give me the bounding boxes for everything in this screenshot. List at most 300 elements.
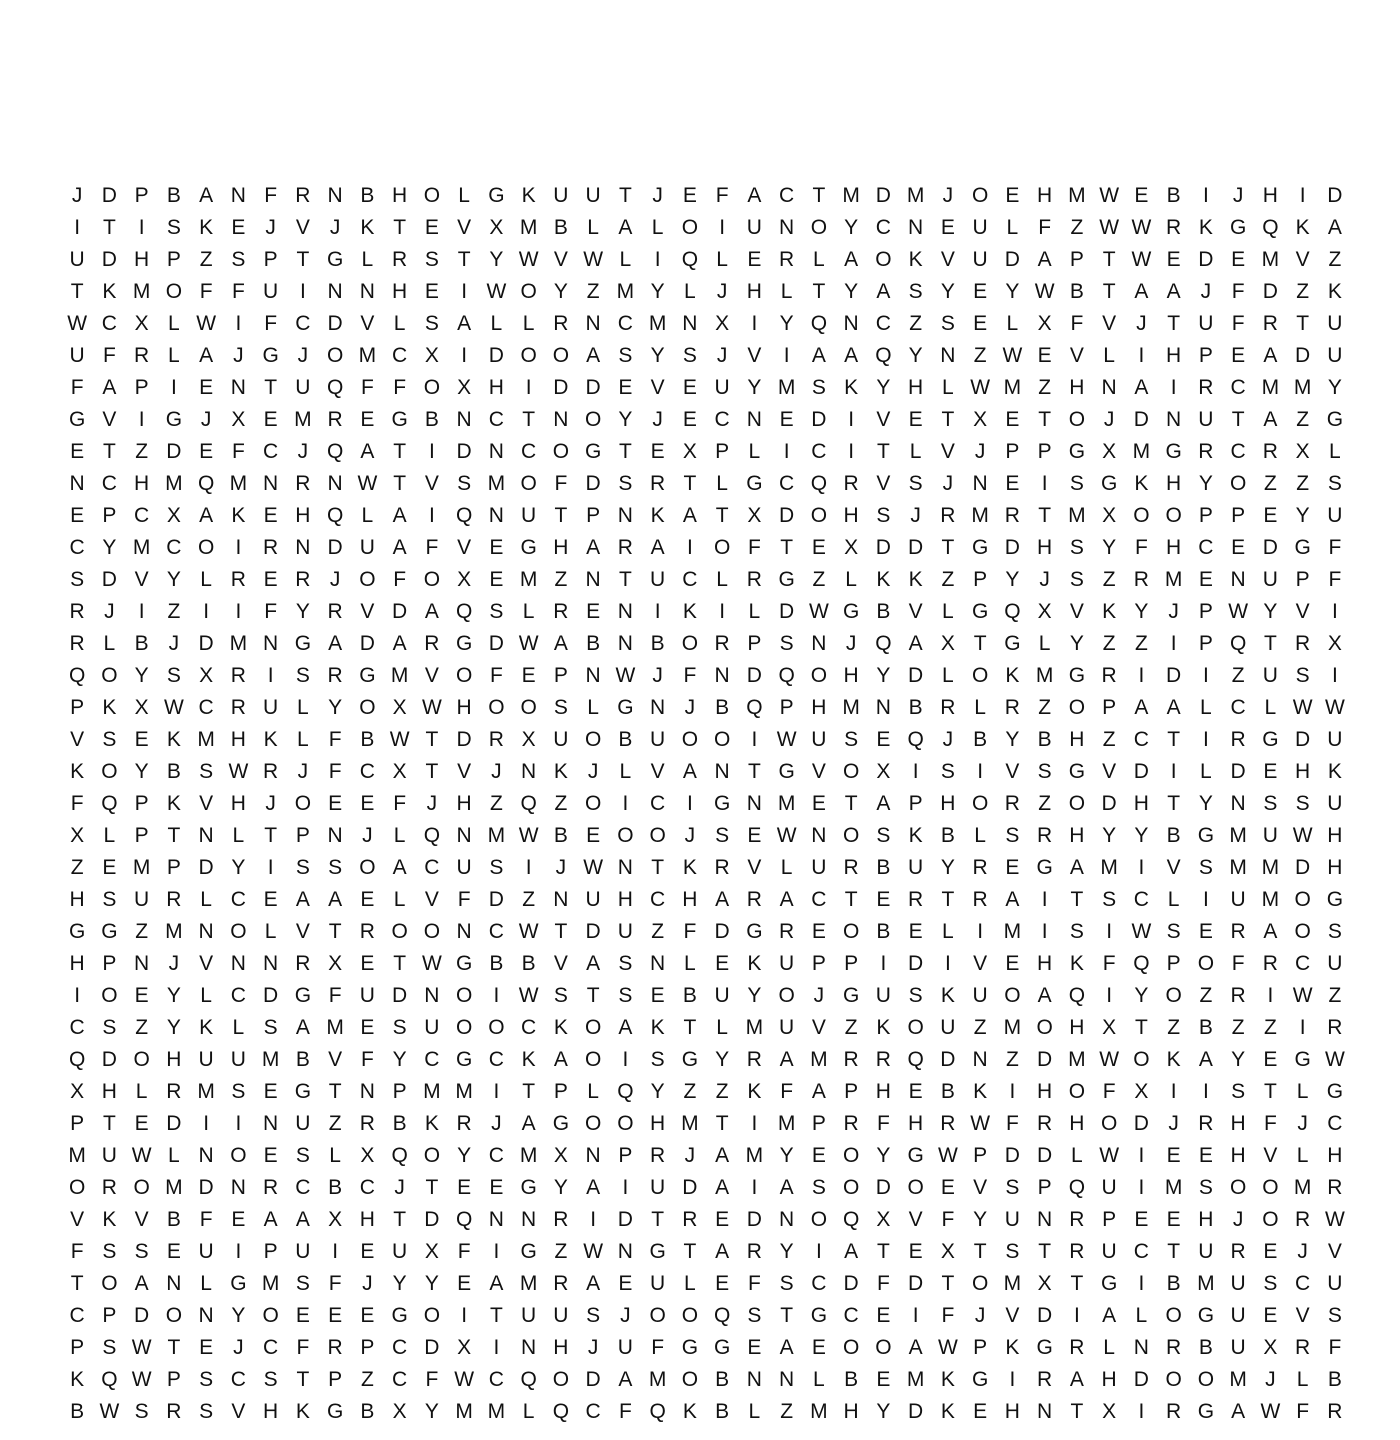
puzzle-letter: L — [1103, 344, 1115, 367]
puzzle-letter: O — [971, 184, 989, 207]
puzzle-letter: E — [1166, 1208, 1181, 1231]
puzzle-letter: G — [1294, 1048, 1311, 1071]
puzzle-letter: F — [747, 1272, 761, 1295]
puzzle-letter: S — [1295, 664, 1310, 687]
puzzle-letter: K — [231, 504, 246, 527]
puzzle-letter: M — [229, 472, 248, 495]
puzzle-letter: O — [649, 1304, 666, 1327]
puzzle-letter: O — [1197, 952, 1215, 975]
puzzle-letter: A — [586, 536, 601, 559]
puzzle-letter: N — [521, 1208, 537, 1231]
puzzle-letter: J — [297, 344, 309, 367]
puzzle-letter: Z — [844, 1016, 858, 1039]
puzzle-letter: A — [521, 1112, 536, 1135]
puzzle-letter: J — [942, 472, 954, 495]
puzzle-letter: V — [457, 216, 472, 239]
puzzle-letter: M — [745, 1144, 764, 1167]
puzzle-letter: P — [166, 1368, 181, 1391]
puzzle-letter: D — [779, 600, 795, 623]
puzzle-letter: H — [456, 792, 472, 815]
puzzle-letter: F — [715, 184, 729, 207]
puzzle-letter: E — [682, 376, 697, 399]
puzzle-letter: Z — [1263, 1016, 1277, 1039]
puzzle-letter: E — [263, 568, 278, 591]
puzzle-letter: S — [457, 472, 472, 495]
puzzle-letter: O — [1133, 504, 1150, 527]
puzzle-letter: F — [747, 536, 761, 559]
puzzle-letter: T — [586, 984, 600, 1007]
puzzle-letter: I — [1041, 920, 1048, 943]
puzzle-letter: F — [296, 1336, 310, 1359]
puzzle-letter: I — [525, 856, 532, 879]
puzzle-letter: T — [1167, 792, 1181, 815]
puzzle-letter: W — [518, 632, 539, 655]
puzzle-letter: V — [199, 952, 214, 975]
puzzle-letter: S — [1069, 920, 1084, 943]
puzzle-letter: W — [421, 952, 442, 975]
puzzle-letter: G — [520, 536, 537, 559]
puzzle-letter: H — [1327, 856, 1343, 879]
puzzle-letter: Z — [1199, 984, 1213, 1007]
puzzle-letter: I — [590, 1208, 597, 1231]
puzzle-letter: M — [810, 1048, 828, 1071]
puzzle-letter: R — [1166, 1400, 1182, 1423]
puzzle-letter: O — [101, 1272, 118, 1295]
puzzle-letter: U — [553, 1304, 569, 1327]
puzzle-letter: C — [488, 1048, 504, 1071]
puzzle-letter: R — [908, 888, 924, 911]
puzzle-letter: E — [1134, 184, 1149, 207]
puzzle-letter: H — [166, 1048, 182, 1071]
puzzle-letter: J — [684, 824, 696, 847]
puzzle-letter: C — [521, 1016, 537, 1039]
puzzle-letter: A — [134, 1272, 149, 1295]
puzzle-letter: Z — [683, 1080, 697, 1103]
puzzle-letter: A — [876, 792, 891, 815]
puzzle-letter: P — [102, 1304, 117, 1327]
puzzle-letter: D — [908, 536, 924, 559]
puzzle-letter: G — [294, 1080, 312, 1103]
puzzle-letter: O — [391, 920, 408, 943]
puzzle-letter: I — [1202, 728, 1209, 751]
puzzle-letter: N — [1166, 408, 1182, 431]
puzzle-letter: U — [521, 1304, 537, 1327]
puzzle-letter: A — [457, 312, 472, 335]
puzzle-letter: P — [70, 1336, 85, 1359]
puzzle-letter: G — [1068, 440, 1086, 463]
puzzle-letter: W — [583, 1240, 604, 1263]
puzzle-letter: M — [810, 1400, 828, 1423]
puzzle-letter: H — [843, 664, 859, 687]
puzzle-letter: O — [520, 344, 537, 367]
puzzle-letter: J — [684, 1144, 696, 1167]
puzzle-letter: T — [715, 1112, 729, 1135]
puzzle-letter: Y — [1102, 536, 1117, 559]
puzzle-letter: N — [456, 408, 472, 431]
puzzle-letter: N — [198, 824, 214, 847]
puzzle-letter: J — [555, 856, 567, 879]
puzzle-letter: G — [1165, 440, 1182, 463]
puzzle-letter: X — [940, 632, 955, 655]
puzzle-letter: U — [1004, 1208, 1020, 1231]
puzzle-letter: L — [522, 312, 535, 335]
puzzle-letter: P — [973, 1144, 988, 1167]
puzzle-letter: R — [650, 472, 666, 495]
puzzle-letter: E — [715, 1208, 730, 1231]
puzzle-letter: P — [811, 952, 826, 975]
puzzle-letter: M — [906, 184, 925, 207]
puzzle-row — [61, 948, 1351, 980]
puzzle-letter: T — [554, 920, 568, 943]
puzzle-letter: K — [844, 376, 859, 399]
puzzle-letter: D — [101, 1048, 117, 1071]
puzzle-letter: S — [263, 1016, 278, 1039]
puzzle-letter: R — [1166, 216, 1182, 239]
puzzle-letter: D — [1037, 1304, 1053, 1327]
puzzle-letter: A — [553, 632, 568, 655]
puzzle-letter: I — [1138, 664, 1145, 687]
puzzle-letter: M — [648, 312, 667, 335]
puzzle-letter: W — [228, 760, 249, 783]
puzzle-letter: P — [134, 184, 149, 207]
puzzle-letter: U — [553, 184, 569, 207]
puzzle-letter: E — [940, 1176, 955, 1199]
puzzle-letter: X — [70, 824, 85, 847]
puzzle-letter: R — [1230, 728, 1246, 751]
puzzle-letter: E — [328, 1304, 343, 1327]
puzzle-letter: M — [1003, 376, 1022, 399]
puzzle-letter: U — [811, 728, 827, 751]
puzzle-letter: M — [487, 824, 506, 847]
puzzle-letter: N — [972, 472, 988, 495]
puzzle-letter: N — [263, 632, 279, 655]
puzzle-row — [61, 1172, 1351, 1204]
puzzle-letter: H — [1069, 1016, 1085, 1039]
puzzle-letter: R — [295, 472, 311, 495]
puzzle-letter: I — [461, 1304, 468, 1327]
puzzle-letter: T — [393, 216, 407, 239]
puzzle-letter: U — [972, 984, 988, 1007]
puzzle-letter: H — [1295, 760, 1311, 783]
puzzle-letter: A — [844, 1240, 859, 1263]
puzzle-letter: L — [716, 568, 728, 591]
puzzle-letter: F — [199, 280, 213, 303]
puzzle-letter: A — [1134, 280, 1149, 303]
puzzle-letter: M — [261, 1048, 280, 1071]
puzzle-letter: I — [1138, 856, 1145, 879]
puzzle-letter: C — [650, 888, 666, 911]
puzzle-row — [61, 244, 1351, 276]
puzzle-letter: N — [617, 856, 633, 879]
puzzle-letter: D — [166, 1112, 182, 1135]
puzzle-letter: G — [842, 600, 860, 623]
puzzle-letter: C — [69, 536, 85, 559]
puzzle-letter: D — [456, 440, 472, 463]
puzzle-letter: I — [235, 1240, 242, 1263]
puzzle-letter: M — [1293, 376, 1312, 399]
puzzle-letter: Z — [1328, 984, 1342, 1007]
puzzle-letter: S — [295, 1272, 310, 1295]
puzzle-letter: B — [1069, 280, 1084, 303]
puzzle-letter: E — [1263, 1240, 1278, 1263]
puzzle-letter: E — [457, 1272, 472, 1295]
puzzle-letter: R — [553, 600, 569, 623]
puzzle-letter: R — [1037, 1368, 1053, 1391]
puzzle-letter: A — [715, 1176, 730, 1199]
puzzle-letter: A — [618, 1016, 633, 1039]
puzzle-letter: J — [813, 984, 825, 1007]
puzzle-letter: X — [973, 408, 988, 431]
puzzle-letter: W — [131, 1336, 152, 1359]
puzzle-letter: L — [716, 248, 728, 271]
puzzle-row — [61, 852, 1351, 884]
puzzle-letter: A — [199, 344, 214, 367]
puzzle-letter: S — [102, 1240, 117, 1263]
puzzle-letter: A — [1327, 216, 1342, 239]
puzzle-letter: F — [328, 760, 342, 783]
puzzle-letter: B — [328, 1176, 343, 1199]
puzzle-letter: Q — [1004, 600, 1021, 623]
puzzle-letter: I — [235, 600, 242, 623]
puzzle-letter: I — [912, 1304, 919, 1327]
puzzle-letter: R — [424, 632, 440, 655]
puzzle-letter: Y — [940, 856, 955, 879]
puzzle-letter: E — [166, 1240, 181, 1263]
puzzle-letter: P — [811, 1112, 826, 1135]
puzzle-letter: N — [198, 1304, 214, 1327]
puzzle-letter: W — [970, 376, 991, 399]
puzzle-letter: C — [392, 344, 408, 367]
puzzle-letter: U — [134, 888, 150, 911]
puzzle-letter: D — [1198, 248, 1214, 271]
puzzle-row — [61, 980, 1351, 1012]
puzzle-letter: F — [393, 792, 407, 815]
puzzle-letter: T — [715, 504, 729, 527]
puzzle-letter: X — [424, 344, 439, 367]
puzzle-letter: R — [230, 664, 246, 687]
puzzle-letter: M — [648, 1368, 667, 1391]
puzzle-letter: C — [1198, 536, 1214, 559]
puzzle-letter: Y — [1134, 600, 1149, 623]
puzzle-letter: O — [230, 1144, 247, 1167]
puzzle-row — [61, 1396, 1351, 1428]
puzzle-letter: N — [327, 472, 343, 495]
puzzle-letter: K — [650, 1016, 665, 1039]
puzzle-letter: M — [1100, 856, 1118, 879]
puzzle-letter: G — [584, 440, 602, 463]
puzzle-letter: M — [519, 1144, 538, 1167]
puzzle-letter: O — [101, 664, 118, 687]
puzzle-letter: D — [1327, 184, 1343, 207]
puzzle-letter: E — [360, 408, 375, 431]
puzzle-letter: J — [587, 760, 599, 783]
puzzle-letter: E — [876, 1368, 891, 1391]
puzzle-letter: T — [651, 1208, 665, 1231]
puzzle-letter: R — [617, 536, 633, 559]
puzzle-letter: G — [681, 1048, 699, 1071]
puzzle-letter: R — [295, 952, 311, 975]
puzzle-letter: T — [457, 248, 471, 271]
puzzle-letter: W — [776, 728, 797, 751]
puzzle-letter: H — [1198, 1208, 1214, 1231]
puzzle-letter: Q — [649, 1400, 666, 1423]
puzzle-letter: Q — [713, 1304, 731, 1327]
puzzle-letter: Z — [973, 344, 987, 367]
puzzle-letter: G — [1068, 760, 1086, 783]
puzzle-letter: B — [166, 1208, 181, 1231]
puzzle-letter: E — [1005, 184, 1020, 207]
puzzle-letter: S — [424, 248, 439, 271]
puzzle-letter: G — [617, 696, 634, 719]
puzzle-letter: W — [1324, 1208, 1345, 1231]
puzzle-letter: R — [359, 1112, 375, 1135]
puzzle-letter: R — [1262, 312, 1278, 335]
puzzle-letter: F — [1328, 568, 1342, 591]
puzzle-letter: V — [457, 760, 472, 783]
puzzle-letter: G — [326, 1400, 344, 1423]
puzzle-letter: F — [489, 664, 503, 687]
puzzle-letter: H — [69, 952, 85, 975]
puzzle-letter: C — [69, 1016, 85, 1039]
puzzle-letter: S — [1005, 1176, 1020, 1199]
puzzle-letter: X — [1134, 1080, 1149, 1103]
puzzle-row — [61, 500, 1351, 532]
puzzle-letter: T — [328, 1080, 342, 1103]
puzzle-letter: V — [1263, 1144, 1278, 1167]
puzzle-letter: T — [1167, 728, 1181, 751]
puzzle-letter: B — [973, 728, 988, 751]
puzzle-letter: M — [1261, 888, 1280, 911]
puzzle-letter: M — [519, 1272, 538, 1295]
puzzle-letter: U — [1230, 1272, 1246, 1295]
puzzle-letter: V — [1295, 600, 1310, 623]
puzzle-letter: L — [1200, 760, 1212, 783]
puzzle-letter: L — [974, 824, 986, 847]
puzzle-letter: Z — [1038, 696, 1052, 719]
puzzle-letter: O — [133, 1176, 150, 1199]
puzzle-letter: V — [973, 952, 988, 975]
puzzle-letter: K — [1295, 216, 1310, 239]
puzzle-letter: J — [1297, 1240, 1308, 1263]
puzzle-letter: S — [263, 1368, 278, 1391]
puzzle-letter: M — [132, 536, 151, 559]
puzzle-letter: M — [1229, 1368, 1247, 1391]
puzzle-letter: E — [908, 408, 923, 431]
puzzle-letter: Q — [1068, 1176, 1086, 1199]
puzzle-letter: M — [390, 664, 409, 687]
puzzle-letter: M — [487, 1400, 506, 1423]
puzzle-letter: L — [813, 248, 825, 271]
puzzle-letter: Q — [68, 664, 86, 687]
puzzle-letter: J — [974, 1304, 986, 1327]
puzzle-letter: G — [391, 408, 408, 431]
puzzle-letter: O — [230, 920, 247, 943]
puzzle-letter: Y — [844, 216, 859, 239]
puzzle-letter: F — [231, 280, 245, 303]
puzzle-letter: M — [487, 472, 506, 495]
puzzle-letter: I — [1202, 664, 1209, 687]
puzzle-row — [61, 404, 1351, 436]
puzzle-letter: J — [265, 792, 276, 815]
puzzle-letter: U — [359, 984, 375, 1007]
puzzle-letter: I — [719, 216, 726, 239]
puzzle-letter: R — [843, 856, 859, 879]
puzzle-letter: V — [747, 856, 762, 879]
puzzle-letter: X — [1102, 1400, 1117, 1423]
puzzle-letter: R — [972, 888, 988, 911]
puzzle-letter: J — [265, 216, 276, 239]
puzzle-letter: I — [848, 440, 855, 463]
puzzle-letter: O — [455, 1016, 473, 1039]
puzzle-letter: S — [1231, 1080, 1246, 1103]
puzzle-letter: L — [135, 1080, 148, 1103]
puzzle-letter: X — [1037, 1272, 1052, 1295]
puzzle-row — [61, 1268, 1351, 1300]
puzzle-letter: I — [493, 1080, 500, 1103]
puzzle-letter: R — [779, 248, 795, 271]
puzzle-letter: Q — [197, 472, 215, 495]
puzzle-letter: U — [1327, 952, 1343, 975]
puzzle-letter: E — [360, 792, 375, 815]
puzzle-letter: K — [682, 856, 697, 879]
puzzle-letter: S — [1005, 824, 1020, 847]
puzzle-letter: T — [1296, 312, 1310, 335]
puzzle-row — [61, 1012, 1351, 1044]
puzzle-letter: C — [488, 1368, 504, 1391]
puzzle-letter: Y — [779, 1144, 794, 1167]
puzzle-letter: I — [1041, 472, 1048, 495]
puzzle-letter: T — [425, 760, 439, 783]
puzzle-letter: S — [715, 824, 730, 847]
puzzle-letter: Z — [554, 792, 568, 815]
puzzle-letter: Y — [1134, 984, 1149, 1007]
puzzle-letter: I — [751, 312, 758, 335]
puzzle-letter: C — [521, 440, 537, 463]
puzzle-letter: S — [844, 728, 859, 751]
puzzle-letter: W — [99, 1400, 120, 1423]
puzzle-letter: I — [1041, 888, 1048, 911]
puzzle-letter: I — [686, 536, 693, 559]
puzzle-letter: D — [101, 248, 117, 271]
puzzle-letter: X — [70, 1080, 85, 1103]
puzzle-letter: O — [165, 280, 183, 303]
puzzle-letter: V — [876, 472, 891, 495]
puzzle-letter: K — [1198, 216, 1213, 239]
puzzle-letter: O — [875, 1336, 892, 1359]
puzzle-letter: I — [1299, 184, 1306, 207]
puzzle-letter: N — [230, 184, 246, 207]
puzzle-letter: V — [295, 216, 310, 239]
puzzle-letter: M — [1261, 856, 1280, 879]
puzzle-letter: U — [875, 984, 891, 1007]
puzzle-letter: Y — [489, 248, 504, 271]
puzzle-letter: D — [198, 856, 214, 879]
puzzle-letter: M — [229, 632, 248, 655]
puzzle-letter: H — [650, 1112, 666, 1135]
puzzle-letter: V — [328, 1048, 343, 1071]
puzzle-letter: R — [553, 1208, 569, 1231]
puzzle-letter: L — [393, 312, 406, 335]
puzzle-letter: H — [1166, 344, 1182, 367]
puzzle-letter: U — [972, 248, 988, 271]
puzzle-letter: A — [586, 952, 601, 975]
puzzle-letter: I — [170, 376, 177, 399]
puzzle-letter: E — [199, 376, 214, 399]
puzzle-row — [61, 340, 1351, 372]
puzzle-letter: O — [359, 696, 376, 719]
puzzle-letter: D — [585, 376, 601, 399]
puzzle-letter: E — [650, 984, 665, 1007]
